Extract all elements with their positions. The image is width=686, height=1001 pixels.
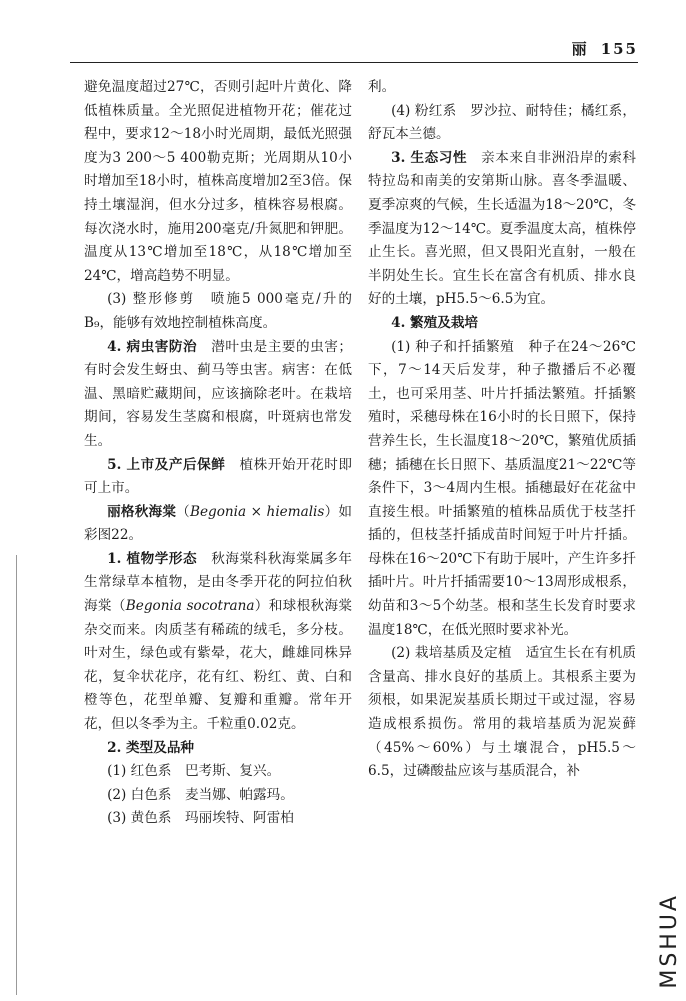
paragraph-ecology bbox=[368, 147, 636, 312]
paragraph-market bbox=[84, 454, 352, 501]
market-text: 植株开始开花时即可上市。 bbox=[84, 456, 352, 497]
page-number: 155 bbox=[600, 40, 638, 58]
running-header bbox=[70, 34, 638, 63]
header-text bbox=[572, 38, 638, 59]
entry-figure-ref: 如彩图22。 bbox=[84, 503, 352, 544]
paragraph-substrate: (2) 栽培基质及定植 适宜生长在有机质含量高、排水良好的基质上。其根系主要为须根，如果泥炭基质长期过干或过湿，容易造成根系损伤。常用的栽培基质为泥炭藓（45%～60%）与土壤混合，pH5.5～6.5，过磷酸盐应该与基质混合，补 bbox=[368, 645, 636, 780]
header-chapter: 丽 bbox=[571, 40, 589, 58]
section-heading-varieties: 2. 类型及品种 bbox=[107, 739, 195, 756]
paragraph-pest-control bbox=[84, 336, 352, 454]
entry-latin-close: ） bbox=[324, 503, 339, 520]
section-heading-morphology: 1. 植物学形态 bbox=[107, 550, 212, 567]
morphology-latin: Begonia socotrana bbox=[125, 598, 255, 615]
watermark: MSHUA bbox=[657, 893, 682, 989]
pest-text: 潜叶虫是主要的虫害；有时会发生蚜虫、蓟马等虫害。病害：在低温、黑暗贮藏期间，应该摘除老叶。在栽培期间，容易发生茎腐和根腐，叶斑病也常发生。 bbox=[84, 338, 352, 449]
left-column bbox=[84, 76, 352, 831]
entry-latin-name: Begonia × hiemalis bbox=[189, 503, 325, 520]
right-column bbox=[368, 76, 636, 784]
morphology-text-a: 秋海棠科秋海棠属多年生常绿草本植物，是由冬季开花的阿拉伯秋海棠（ bbox=[84, 550, 352, 615]
scan-margin-line bbox=[16, 555, 17, 995]
entry-title bbox=[84, 501, 352, 548]
ecology-text: 亲本来自非洲沿岸的索科特拉岛和南美的安第斯山脉。喜冬季温暖、夏季凉爽的气候，生长适温为18～20℃，冬季温度为12～14℃。夏季温度太高，植株停止生长。喜光照，但又畏阳光直射，一般在半阴处生长。宜生长在富含有机质、排水良好的土壤，pH5.5～6.5为宜。 bbox=[368, 149, 636, 308]
section-heading-ecology: 3. 生态习性 bbox=[391, 149, 482, 166]
variety-yellow: (3) 黄色系 玛丽埃特、阿雷柏 bbox=[107, 810, 294, 827]
section-heading-pest: 4. 病虫害防治 bbox=[107, 338, 212, 355]
paragraph-pruning: (3) 整形修剪 喷施5 000毫克/升的B₉，能够有效地控制植株高度。 bbox=[84, 291, 352, 331]
variety-white: (2) 白色系 麦当娜、帕露玛。 bbox=[107, 786, 294, 803]
section-heading-market: 5. 上市及产后保鲜 bbox=[107, 456, 240, 473]
paragraph-tail: 利。 bbox=[368, 79, 396, 95]
entry-latin-open: （ bbox=[176, 503, 190, 520]
variety-pink: (4) 粉红系 罗沙拉、耐特佳；橘红系，舒瓦本兰德。 bbox=[368, 102, 636, 143]
section-heading-propagation: 4. 繁殖及栽培 bbox=[391, 314, 479, 331]
paragraph-morphology bbox=[84, 548, 352, 737]
paragraph-seed-cutting: (1) 种子和扦插繁殖 种子在24～26℃下，7～14天后发芽，种子撒播后不必覆土，也可采用茎、叶片扦插法繁殖。扦插繁殖时，采穗母株在16小时的长日照下，保持营养生长，生长温度18～20℃，繁殖优质插穗；插穗在长日照下、基质温度21～22℃等条件下，3～4周内生根。插穗最好在花盆中直接生根。叶插繁殖的植株品质优于枝茎扦插的，但枝茎扦插成苗时间短于叶片扦插。母株在16～20℃下有助于展叶，产生许多扦插叶片。叶片扦插需要10～13周形成根系，幼苗和3～5个幼茎。根和茎生长发育时要求温度18℃，在低光照时要求补光。 bbox=[368, 338, 636, 638]
paragraph-continuation: 避免温度超过27℃，否则引起叶片黄化、降低植株质量。全光照促进植物开花；催花过程中，要求12～18小时光周期，最低光照强度为3 200～5 400勒克斯；光周期从10小时增加至18小时，植株高度增加2至3倍。保持土壤湿润，但水分过多，植株容易根腐。每次浇水时，施用200毫克/升氮肥和钾肥。温度从13℃增加至18℃，从18℃增加至24℃，增高趋势不明显。 bbox=[84, 79, 352, 284]
morphology-text-b: ）和球根秋海棠杂交而来。肉质茎有稀疏的绒毛，多分枝。叶对生，绿色或有紫晕，花大，雌雄同株异花，复伞状花序，花有红、粉红、黄、白和橙等色，花型单瓣、复瓣和重瓣。常年开花，但以冬季为主。千粒重0.02克。 bbox=[84, 598, 352, 733]
variety-red: (1) 红色系 巴考斯、复兴。 bbox=[107, 763, 281, 780]
entry-name: 丽格秋海棠 bbox=[107, 503, 177, 520]
